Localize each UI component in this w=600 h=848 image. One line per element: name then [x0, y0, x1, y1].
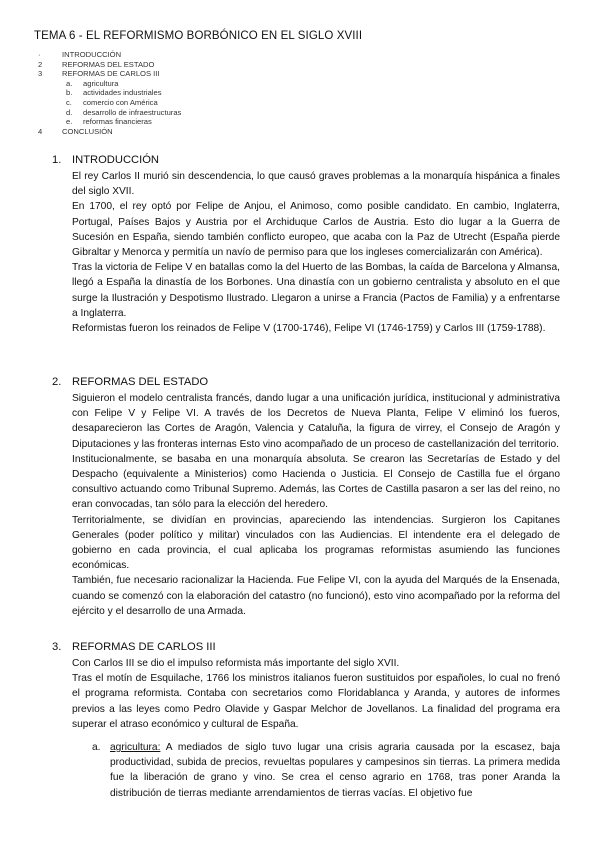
paragraph: También, fue necesario racionalizar la Hacienda. Fue Felipe VI, con la ayuda del Marqués de la Ensenada, cuando se comenzó con la elaboración del catastro (no funcionó), esto vino acompañado por la reforma del ejército y el desarrollo de una Armada. [72, 575, 560, 617]
toc-subitem: c. comercio con América [66, 97, 158, 107]
paragraph: En 1700, el rey optó por Felipe de Anjou, el Animoso, como posible candidato. En cambio, Inglaterra, Portugal, Países Bajos y Austria por el Archiduque Carlos de Austria. Esto dio lugar a la Guerra de Sucesión en España, siendo también conflicto europeo, que acaba con la Paz de Utrecht (España pierde Gibraltar y Menorca y permitía un navío de permiso para que los ingleses comercializarán con América). [72, 201, 560, 259]
section-body-reformas-estado [72, 391, 560, 619]
paragraph: Con Carlos III se dio el impulso reformista más importante del siglo XVII. [72, 658, 400, 669]
subsection-keyword: agricultura: [110, 742, 161, 753]
section-heading-reformas-estado: 2. REFORMAS DEL ESTADO [52, 376, 209, 388]
toc-item: 4 CONCLUSIÓN [38, 126, 113, 136]
table-of-contents [38, 50, 181, 136]
toc-subitem: d. desarrollo de infraestructuras [66, 107, 182, 117]
toc-item: 2 REFORMAS DEL ESTADO [38, 59, 155, 69]
paragraph: Reformistas fueron los reinados de Felipe V (1700-1746), Felipe VI (1746-1759) y Carlos III (1759-1788). [72, 323, 546, 335]
toc-subitem: b. actividades industriales [66, 88, 162, 98]
paragraph: Tras la victoria de Felipe V en batallas como la del Huerto de las Bombas, la caída de Barcelona y Almansa, llegó a España la dinastía de los Borbones. Una dinastía con un gobierno centralista y absoluto en el que surge la Ilustración y Despotismo Ilustrado. Llegaron a unirse a Francia (Pactos de Familia) y a enfrentarse a Inglaterra. [72, 262, 560, 319]
paragraph: Siguieron el modelo centralista francés, dando lugar a una unificación jurídica, institucional y administrativa con Felipe V y Felipe VI. A través de los Decretos de Nueva Planta, Felipe V eliminó los fueros, desaparecieron las Cortes de Aragón, Valencia y Cataluña, la figura de virrey, el Consejo de Aragón y Diputaciones y las fronteras internas Esto vino acompañado de un proceso de castellanización del territorio. [72, 393, 560, 450]
section-body-introduccion [72, 169, 560, 336]
subsection-agricultura [92, 740, 560, 801]
section-heading-reformas-carlos-iii: 3. REFORMAS DE CARLOS III [52, 641, 216, 653]
section-body-reformas-carlos-iii [72, 656, 560, 732]
document-title: TEMA 6 - EL REFORMISMO BORBÓNICO EN EL SIGLO XVIII [34, 30, 363, 42]
paragraph: El rey Carlos II murió sin descendencia, lo que causó graves problemas a la monarquía hispánica a finales del siglo XVII. [72, 171, 560, 198]
toc-item: 3 REFORMAS DE CARLOS III [38, 69, 160, 79]
paragraph: Institucionalmente, se basaba en una monarquía absoluta. Se crearon las Secretarías de Estado y del Despacho (equivalente a Ministerios) como Hacienda o Justicia. El Consejo de Castilla fue el órgano consultivo actuando como Tribunal Supremo. Además, las Cortes de Castilla pasaron a ser las del reino, no eran convocadas, tan sólo para la elección del heredero. [72, 453, 560, 511]
toc-subitem: e. reformas financieras [66, 117, 152, 127]
paragraph: Tras el motín de Esquilache, 1766 los ministros italianos fueron sustituidos por españoles, lo cual no frenó el programa reformista. Contaba con secretarios como Floridablanca y Aranda, y autores de informes previos a las leyes como Pedro Olavide y Gaspar Melchor de Jovellanos. La finalidad del programa era superar el atraso económico y cultural de España. [72, 673, 560, 730]
paragraph: a. agricultura: A mediados de siglo tuvo lugar una crisis agraria causada por la escasez, baja productividad, subida de precios, revueltas populares y campesinos sin tierras. La primera medida fue la liberación de grano y vino. Se crea el censo agrario en 1768, tras poner Aranda la distribución de tierras mediante arrendamientos de tierras vacías. El objetivo fue [92, 742, 560, 799]
section-heading-introduccion: 1. INTRODUCCIÓN [52, 154, 160, 166]
toc-subitem: a. agricultura [66, 78, 119, 88]
paragraph: Territorialmente, se dividían en provincias, apareciendo las intendencias. Surgieron los Capitanes Generales (poder político y militar) vinculados con las Audiencias. El intendente era el delegado de gobierno en cada provincia, el cual aplicaba los programas reformistas asumiendo las funciones económicas. [72, 514, 560, 572]
toc-item: · INTRODUCCIÓN [38, 50, 122, 59]
